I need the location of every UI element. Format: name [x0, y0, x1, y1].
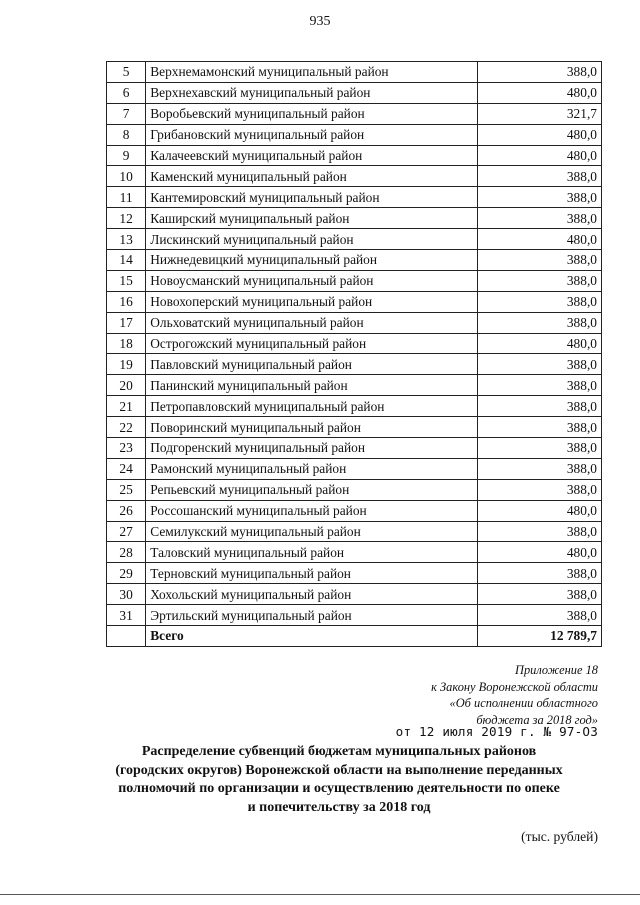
district-name: Хохольский муниципальный район: [146, 584, 478, 605]
row-number: 15: [107, 270, 146, 291]
appendix-note: [338, 662, 598, 728]
district-name: Верхнехавский муниципальный район: [146, 82, 478, 103]
row-number: 25: [107, 479, 146, 500]
row-number: 9: [107, 145, 146, 166]
table-row: [107, 208, 602, 229]
subvention-value: 480,0: [478, 124, 602, 145]
appendix-line: «Об исполнении областного: [449, 696, 598, 711]
table-row: [107, 229, 602, 250]
table-row: [107, 103, 602, 124]
district-name: Каменский муниципальный район: [146, 166, 478, 187]
table-row: [107, 270, 602, 291]
units-label: (тыс. рублей): [521, 829, 598, 844]
row-number: 28: [107, 542, 146, 563]
district-name: Эртильский муниципальный район: [146, 605, 478, 626]
row-number: 7: [107, 103, 146, 124]
row-number: 16: [107, 291, 146, 312]
row-number: 21: [107, 396, 146, 417]
district-name: Терновский муниципальный район: [146, 563, 478, 584]
table-row: [107, 479, 602, 500]
district-name: Лискинский муниципальный район: [146, 229, 478, 250]
row-number: 14: [107, 250, 146, 271]
district-name: Калачеевский муниципальный район: [146, 145, 478, 166]
subvention-value: 388,0: [478, 417, 602, 438]
row-number: 17: [107, 312, 146, 333]
table-row: [107, 291, 602, 312]
document-title: [78, 743, 600, 817]
title-line: полномочий по организации и осуществлению деятельности по опеке: [118, 781, 560, 796]
district-name: Воробьевский муниципальный район: [146, 103, 478, 124]
district-name: Поворинский муниципальный район: [146, 417, 478, 438]
table-row: [107, 542, 602, 563]
title-line: (городских округов) Воронежской области на выполнение переданных: [115, 762, 563, 778]
subvention-value: 388,0: [478, 250, 602, 271]
district-name: Грибановский муниципальный район: [146, 124, 478, 145]
total-row: [107, 626, 602, 647]
total-label: Всего: [146, 626, 478, 647]
table-row: [107, 563, 602, 584]
table-row: [107, 438, 602, 459]
total-num-cell: [107, 626, 146, 647]
table-body: [107, 62, 602, 647]
row-number: 8: [107, 124, 146, 145]
row-number: 10: [107, 166, 146, 187]
table-row: [107, 605, 602, 626]
subvention-value: 388,0: [478, 312, 602, 333]
subvention-value: 388,0: [478, 62, 602, 83]
appendix-line: Приложение 18: [515, 663, 598, 677]
subvention-value: 388,0: [478, 438, 602, 459]
district-name: Репьевский муниципальный район: [146, 479, 478, 500]
subvention-value: 388,0: [478, 166, 602, 187]
row-number: 6: [107, 82, 146, 103]
subvention-value: 388,0: [478, 291, 602, 312]
row-number: 22: [107, 417, 146, 438]
district-name: Нижнедевицкий муниципальный район: [146, 250, 478, 271]
table-row: [107, 354, 602, 375]
table-row: [107, 375, 602, 396]
district-name: Рамонский муниципальный район: [146, 458, 478, 479]
subvention-value: 388,0: [478, 354, 602, 375]
row-number: 18: [107, 333, 146, 354]
district-name: Подгоренский муниципальный район: [146, 438, 478, 459]
row-number: 31: [107, 605, 146, 626]
row-number: 23: [107, 438, 146, 459]
subvention-value: 388,0: [478, 584, 602, 605]
subvention-value: 388,0: [478, 187, 602, 208]
row-number: 12: [107, 208, 146, 229]
table-row: [107, 145, 602, 166]
table-row: [107, 333, 602, 354]
appendix-line: к Закону Воронежской области: [431, 679, 598, 694]
district-name: Новохоперский муниципальный район: [146, 291, 478, 312]
title-line: Распределение субвенций бюджетам муниципальных районов: [141, 744, 537, 759]
subventions-table: [106, 61, 602, 647]
subvention-value: 388,0: [478, 563, 602, 584]
table-row: [107, 584, 602, 605]
district-name: Верхнемамонский муниципальный район: [146, 62, 478, 83]
district-name: Каширский муниципальный район: [146, 208, 478, 229]
table-row: [107, 458, 602, 479]
total-value: 12 789,7: [478, 626, 602, 647]
district-name: Павловский муниципальный район: [146, 354, 478, 375]
table-row: [107, 500, 602, 521]
row-number: 27: [107, 521, 146, 542]
table-row: [107, 166, 602, 187]
district-name: Острогожский муниципальный район: [146, 333, 478, 354]
district-name: Ольховатский муниципальный район: [146, 312, 478, 333]
district-name: Россошанский муниципальный район: [146, 500, 478, 521]
appendix-line: бюджета за 2018 год»: [476, 712, 598, 727]
subvention-value: 388,0: [478, 396, 602, 417]
table-row: [107, 417, 602, 438]
subvention-value: 388,0: [478, 521, 602, 542]
table-row: [107, 82, 602, 103]
row-number: 29: [107, 563, 146, 584]
row-number: 20: [107, 375, 146, 396]
row-number: 13: [107, 229, 146, 250]
subvention-value: 321,7: [478, 103, 602, 124]
subvention-value: 480,0: [478, 542, 602, 563]
subvention-value: 480,0: [478, 333, 602, 354]
table-row: [107, 62, 602, 83]
table-row: [107, 124, 602, 145]
page-bottom-divider: [0, 894, 640, 895]
subvention-value: 388,0: [478, 479, 602, 500]
page-number: 935: [309, 14, 331, 29]
subvention-value: 480,0: [478, 145, 602, 166]
subvention-value: 480,0: [478, 500, 602, 521]
row-number: 26: [107, 500, 146, 521]
table-row: [107, 312, 602, 333]
law-date-stamp: от 12 июля 2019 г. № 97-ОЗ: [395, 724, 598, 739]
district-name: Панинский муниципальный район: [146, 375, 478, 396]
district-name: Таловский муниципальный район: [146, 542, 478, 563]
subvention-value: 480,0: [478, 229, 602, 250]
table-row: [107, 396, 602, 417]
subvention-value: 388,0: [478, 458, 602, 479]
row-number: 5: [107, 62, 146, 83]
title-line: и попечительству за 2018 год: [247, 799, 431, 815]
district-name: Новоусманский муниципальный район: [146, 270, 478, 291]
row-number: 24: [107, 458, 146, 479]
table-row: [107, 521, 602, 542]
subvention-value: 388,0: [478, 605, 602, 626]
subvention-value: 388,0: [478, 208, 602, 229]
subvention-value: 480,0: [478, 82, 602, 103]
table-row: [107, 250, 602, 271]
subvention-value: 388,0: [478, 375, 602, 396]
district-name: Петропавловский муниципальный район: [146, 396, 478, 417]
district-name: Кантемировский муниципальный район: [146, 187, 478, 208]
district-name: Семилукский муниципальный район: [146, 521, 478, 542]
row-number: 19: [107, 354, 146, 375]
table-row: [107, 187, 602, 208]
subvention-value: 388,0: [478, 270, 602, 291]
row-number: 11: [107, 187, 146, 208]
row-number: 30: [107, 584, 146, 605]
